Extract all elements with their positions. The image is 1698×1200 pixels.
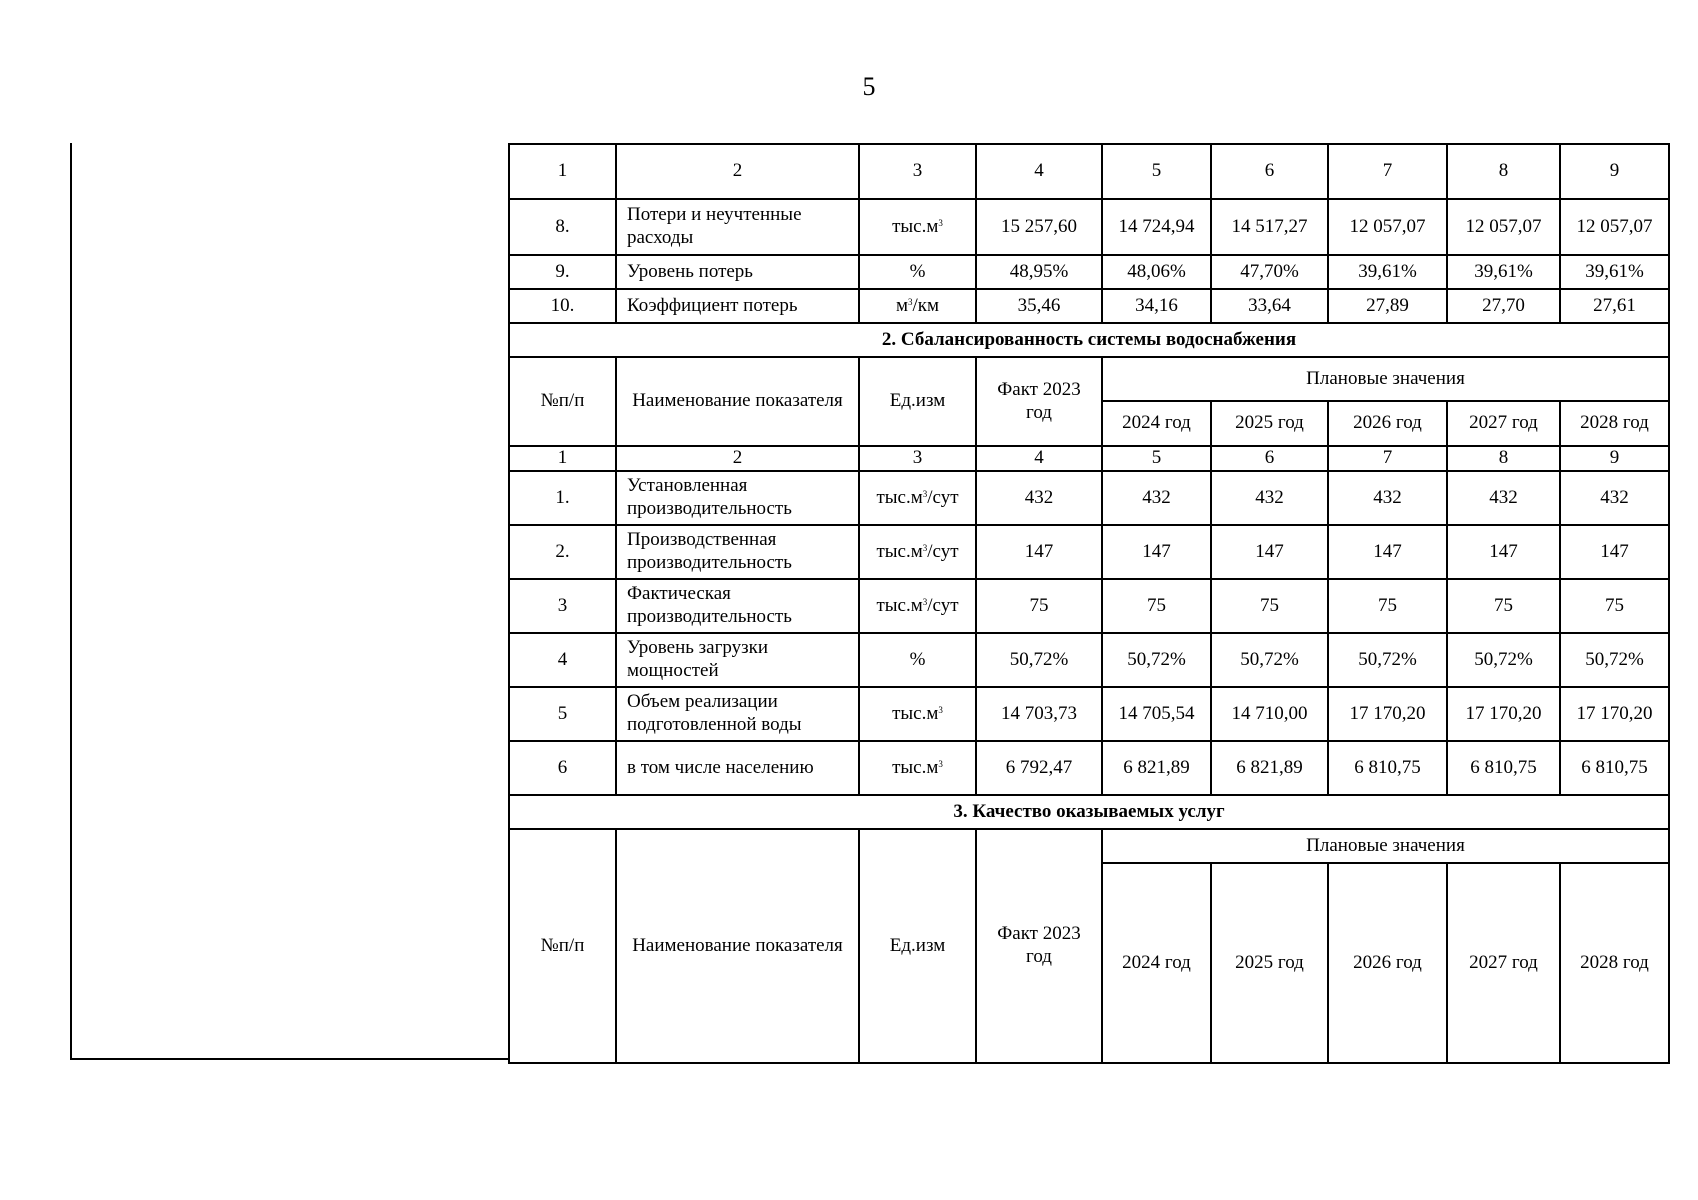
table-row (509, 525, 1669, 579)
value-cell: 27,61 (1560, 289, 1669, 323)
indicator-name-cell: Установленная производительность (616, 471, 859, 525)
value-cell: 432 (1102, 471, 1211, 525)
value-cell: 27,70 (1447, 289, 1560, 323)
value-cell: 6 810,75 (1560, 741, 1669, 795)
value-cell: 50,72% (1560, 633, 1669, 687)
row-number-cell: 8. (509, 199, 616, 255)
indicator-name-cell: Фактическая производительность (616, 579, 859, 633)
value-cell: 6 821,89 (1102, 741, 1211, 795)
row-number-cell: 2. (509, 525, 616, 579)
value-cell: 75 (1211, 579, 1328, 633)
indicator-name-cell: в том числе населению (616, 741, 859, 795)
header-unit: Ед.изм (859, 357, 976, 446)
header-indicator-name: Наименование показателя (616, 829, 859, 1063)
row-number-cell: 5 (509, 687, 616, 741)
unit-cell: $тыс.м^3$/сут (859, 525, 976, 579)
value-cell: 75 (1102, 579, 1211, 633)
section-2-header-row (509, 357, 1669, 401)
header-number: №п/п (509, 829, 616, 1063)
value-cell: 75 (1447, 579, 1560, 633)
header-fact-2023: Факт 2023 год (976, 829, 1102, 1063)
column-number-cell: 3 (859, 144, 976, 199)
value-cell: 39,61% (1447, 255, 1560, 289)
header-number: №п/п (509, 357, 616, 446)
row-number-cell: 9. (509, 255, 616, 289)
value-cell: 17 170,20 (1560, 687, 1669, 741)
value-cell: 147 (1560, 525, 1669, 579)
header-year: 2026 год (1328, 401, 1447, 446)
column-number-cell: 7 (1328, 446, 1447, 471)
section-title: 3. Качество оказываемых услуг (509, 795, 1669, 829)
indicator-name-cell: Уровень загрузки мощностей (616, 633, 859, 687)
column-number-cell: 7 (1328, 144, 1447, 199)
unit-cell: $тыс.м^3$/сут (859, 471, 976, 525)
unit-cell: $тыс.м^3$ (859, 741, 976, 795)
value-cell: 75 (1560, 579, 1669, 633)
value-cell: 27,89 (1328, 289, 1447, 323)
value-cell: 33,64 (1211, 289, 1328, 323)
value-cell: 14 703,73 (976, 687, 1102, 741)
column-number-cell: 9 (1560, 144, 1669, 199)
column-number-cell: 5 (1102, 144, 1211, 199)
indicator-name-cell: Потери и неучтенные расходы (616, 199, 859, 255)
header-year: 2025 год (1211, 863, 1328, 1063)
value-cell: 6 821,89 (1211, 741, 1328, 795)
value-cell: 147 (976, 525, 1102, 579)
header-planned-values: Плановые значения (1102, 357, 1669, 401)
value-cell: 6 810,75 (1328, 741, 1447, 795)
row-number-cell: 4 (509, 633, 616, 687)
unit-cell: $м^3/км$ (859, 289, 976, 323)
column-number-cell: 4 (976, 446, 1102, 471)
header-fact-2023: Факт 2023 год (976, 357, 1102, 446)
column-number-cell: 6 (1211, 446, 1328, 471)
value-cell: 14 705,54 (1102, 687, 1211, 741)
table-row (509, 471, 1669, 525)
value-cell: 14 710,00 (1211, 687, 1328, 741)
column-number-cell: 6 (1211, 144, 1328, 199)
value-cell: 432 (1328, 471, 1447, 525)
value-cell: 75 (1328, 579, 1447, 633)
column-number-cell: 5 (1102, 446, 1211, 471)
column-number-cell: 8 (1447, 144, 1560, 199)
unit-cell: $тыс.м^3$ (859, 199, 976, 255)
value-cell: 6 810,75 (1447, 741, 1560, 795)
column-number-cell: 2 (616, 446, 859, 471)
value-cell: 35,46 (976, 289, 1102, 323)
header-year: 2027 год (1447, 863, 1560, 1063)
value-cell: 12 057,07 (1447, 199, 1560, 255)
value-cell: 147 (1447, 525, 1560, 579)
value-cell: 15 257,60 (976, 199, 1102, 255)
value-cell: 432 (976, 471, 1102, 525)
value-cell: 147 (1328, 525, 1447, 579)
indicator-name-cell: Уровень потерь (616, 255, 859, 289)
value-cell: 50,72% (1102, 633, 1211, 687)
value-cell: 17 170,20 (1328, 687, 1447, 741)
value-cell: 12 057,07 (1328, 199, 1447, 255)
header-year: 2026 год (1328, 863, 1447, 1063)
page-number: 5 (862, 72, 876, 101)
row-number-cell: 10. (509, 289, 616, 323)
column-number-cell: 3 (859, 446, 976, 471)
section-3-header-row (509, 829, 1669, 863)
value-cell: 39,61% (1560, 255, 1669, 289)
value-cell: 50,72% (1447, 633, 1560, 687)
value-cell: 39,61% (1328, 255, 1447, 289)
unit-cell: $тыс.м^3$ (859, 687, 976, 741)
row-number-cell: 1. (509, 471, 616, 525)
unit-cell: % (859, 255, 976, 289)
value-cell: 432 (1447, 471, 1560, 525)
value-cell: 75 (976, 579, 1102, 633)
column-number-cell: 1 (509, 446, 616, 471)
value-cell: 14 724,94 (1102, 199, 1211, 255)
header-indicator-name: Наименование показателя (616, 357, 859, 446)
table-row (509, 579, 1669, 633)
indicator-name-cell: Объем реализации подготовленной воды (616, 687, 859, 741)
table-row (509, 741, 1669, 795)
value-cell: 47,70% (1211, 255, 1328, 289)
value-cell: 147 (1102, 525, 1211, 579)
value-cell: 17 170,20 (1447, 687, 1560, 741)
value-cell: 12 057,07 (1560, 199, 1669, 255)
header-unit: Ед.изм (859, 829, 976, 1063)
value-cell: 432 (1211, 471, 1328, 525)
left-margin-frame (70, 143, 510, 1060)
table-row (509, 633, 1669, 687)
table-row (509, 255, 1669, 289)
header-year: 2024 год (1102, 401, 1211, 446)
header-planned-values: Плановые значения (1102, 829, 1669, 863)
column-number-cell: 8 (1447, 446, 1560, 471)
table-row (509, 199, 1669, 255)
column-number-cell: 2 (616, 144, 859, 199)
section-3-title-row (509, 795, 1669, 829)
header-year: 2024 год (1102, 863, 1211, 1063)
header-year: 2028 год (1560, 863, 1669, 1063)
section-title: 2. Сбалансированность системы водоснабжения (509, 323, 1669, 357)
section-2-column-numbers-row (509, 446, 1669, 471)
row-number-cell: 6 (509, 741, 616, 795)
unit-cell: $тыс.м^3$/сут (859, 579, 976, 633)
value-cell: 34,16 (1102, 289, 1211, 323)
value-cell: 50,72% (1211, 633, 1328, 687)
header-year: 2025 год (1211, 401, 1328, 446)
value-cell: 6 792,47 (976, 741, 1102, 795)
row-number-cell: 3 (509, 579, 616, 633)
indicator-name-cell: Коэффициент потерь (616, 289, 859, 323)
indicator-name-cell: Производственная производительность (616, 525, 859, 579)
value-cell: 432 (1560, 471, 1669, 525)
column-number-cell: 9 (1560, 446, 1669, 471)
value-cell: 50,72% (1328, 633, 1447, 687)
value-cell: 14 517,27 (1211, 199, 1328, 255)
column-numbers-row (509, 144, 1669, 199)
value-cell: 147 (1211, 525, 1328, 579)
value-cell: 50,72% (976, 633, 1102, 687)
value-cell: 48,06% (1102, 255, 1211, 289)
indicators-table (508, 143, 1670, 1064)
table-row (509, 289, 1669, 323)
header-year: 2027 год (1447, 401, 1560, 446)
unit-cell: % (859, 633, 976, 687)
column-number-cell: 1 (509, 144, 616, 199)
column-number-cell: 4 (976, 144, 1102, 199)
value-cell: 48,95% (976, 255, 1102, 289)
section-2-title-row (509, 323, 1669, 357)
table-row (509, 687, 1669, 741)
header-year: 2028 год (1560, 401, 1669, 446)
